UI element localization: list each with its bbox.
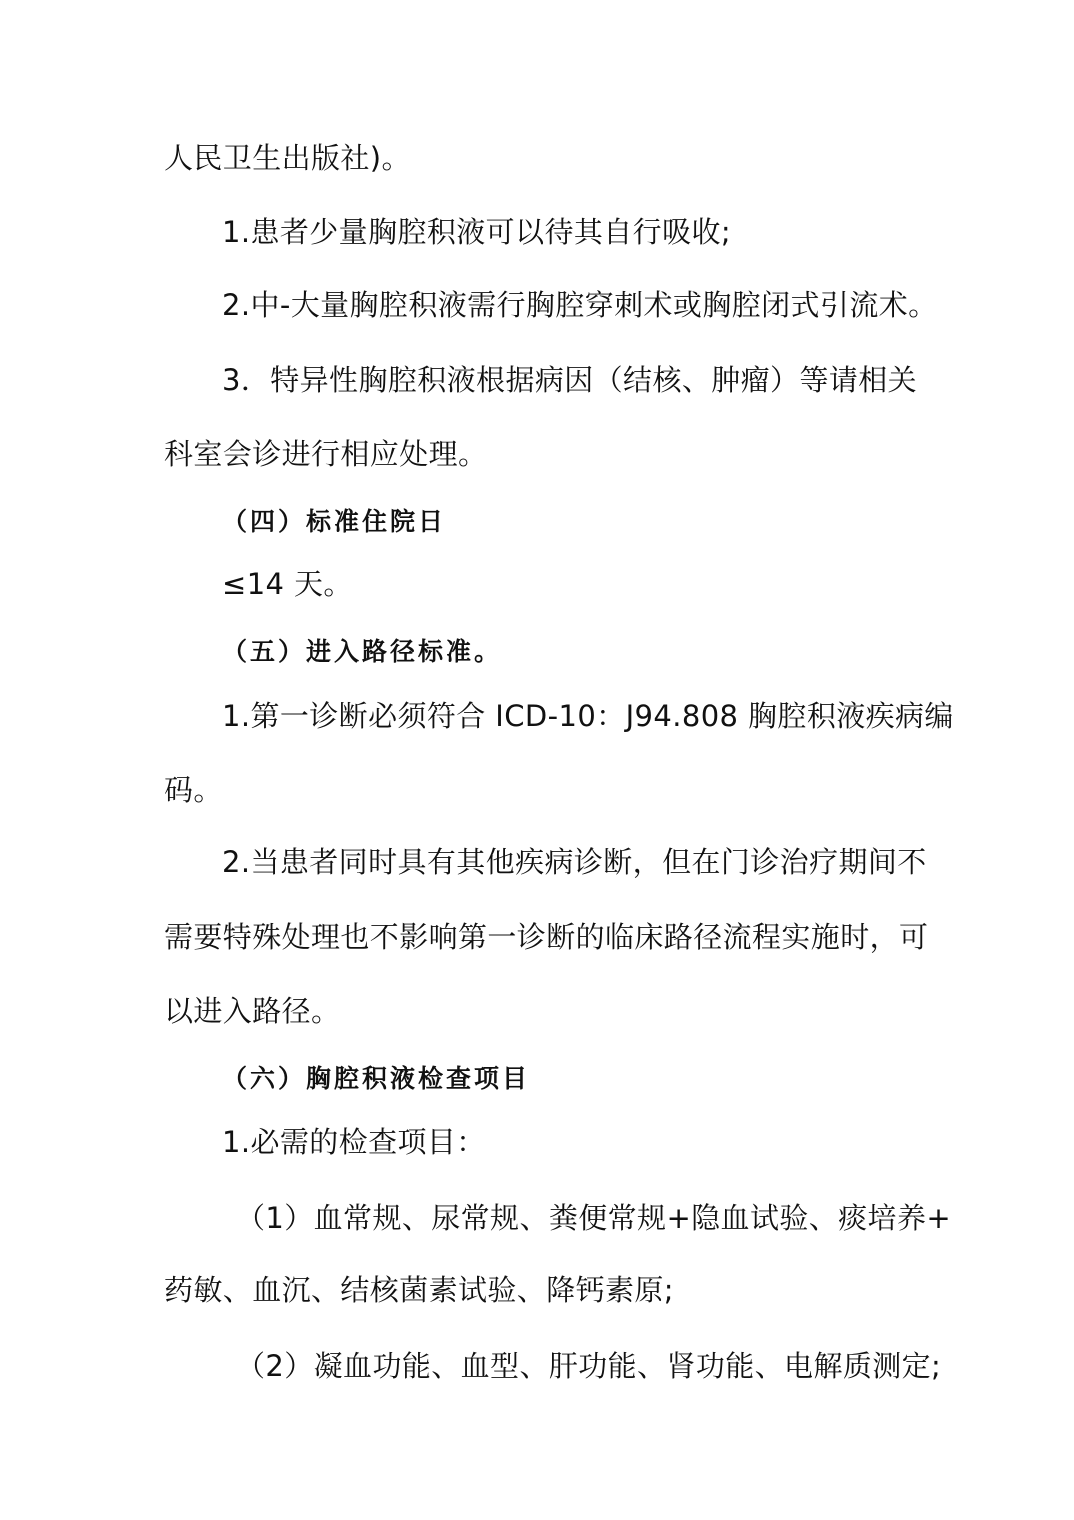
- text-line: 药敏、血沉、结核菌素试验、降钙素原;: [164, 1273, 674, 1307]
- text-line: 人民卫生出版社)。: [164, 141, 411, 175]
- text-line: 科室会诊进行相应处理。: [164, 437, 488, 471]
- section-heading: （五）进入路径标准。: [222, 637, 503, 666]
- text-line: 2.当患者同时具有其他疾病诊断，但在门诊治疗期间不: [222, 845, 927, 879]
- text-line: 1.第一诊断必须符合 ICD-10：J94.808 胸腔积液疾病编: [222, 699, 954, 733]
- section-heading: （六）胸腔积液检查项目: [222, 1064, 531, 1093]
- text-line: （1）血常规、尿常规、粪便常规+隐血试验、痰培养+: [236, 1201, 952, 1235]
- text-line: 以进入路径。: [164, 994, 341, 1028]
- text-line: 2.中-大量胸腔积液需行胸腔穿刺术或胸腔闭式引流术。: [222, 288, 938, 322]
- text-line: 码。: [164, 773, 223, 807]
- text-line: （2）凝血功能、血型、肝功能、肾功能、电解质测定;: [236, 1349, 942, 1383]
- section-heading: （四）标准住院日: [222, 507, 447, 536]
- text-line: 需要特殊处理也不影响第一诊断的临床路径流程实施时，可: [164, 920, 929, 954]
- text-line: 1.患者少量胸腔积液可以待其自行吸收;: [222, 215, 732, 249]
- text-line: ≤14 天。: [222, 567, 353, 601]
- text-line: 3．特异性胸腔积液根据病因（结核、肿瘤）等请相关: [222, 363, 918, 397]
- text-line: 1.必需的检查项目：: [222, 1125, 486, 1159]
